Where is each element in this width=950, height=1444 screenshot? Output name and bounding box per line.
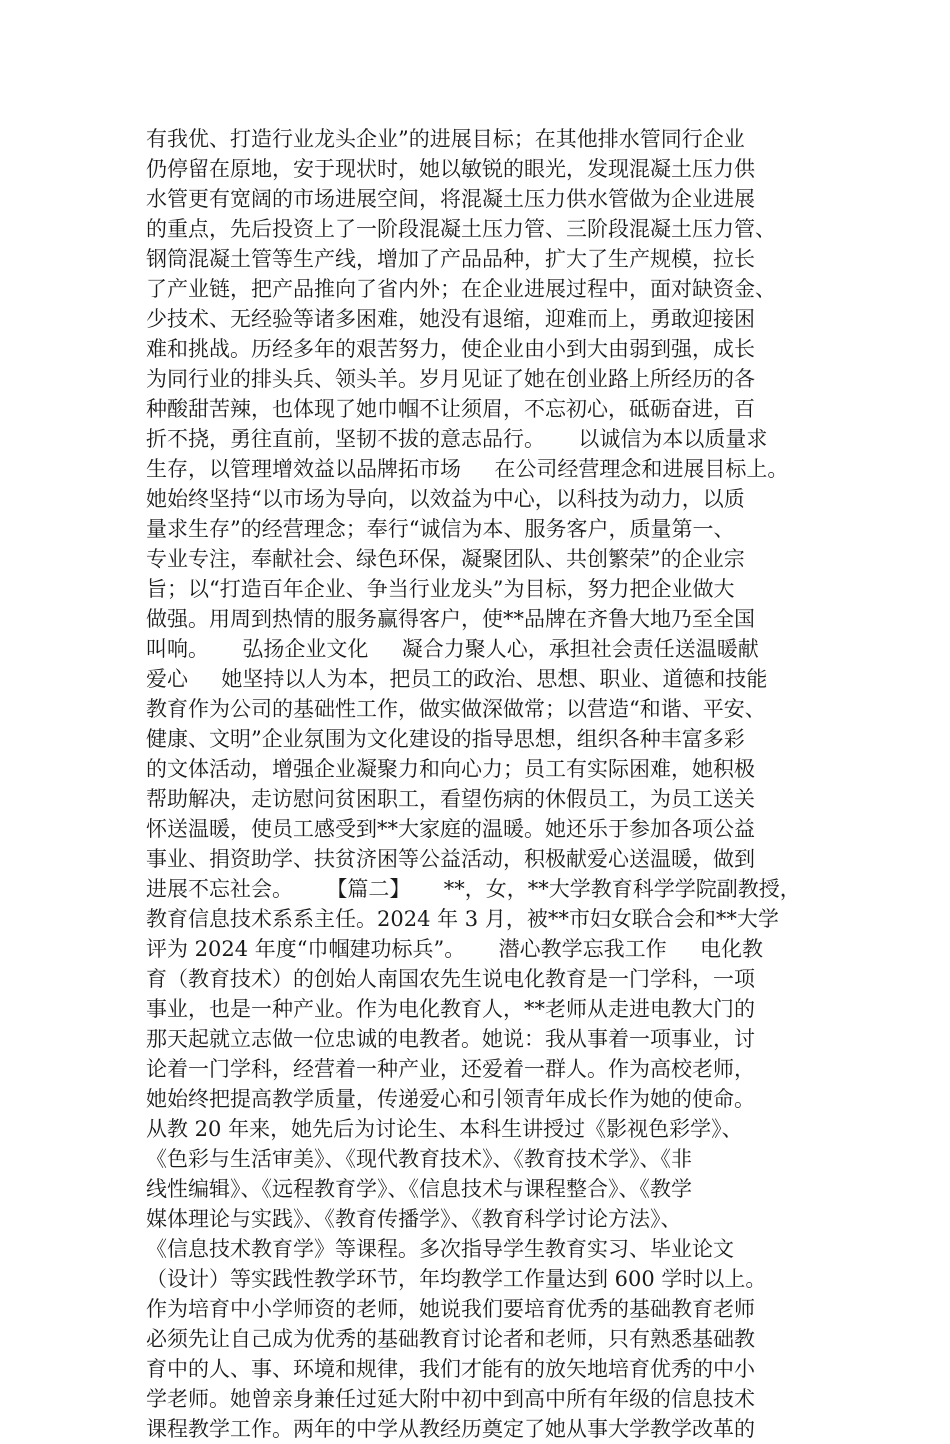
- text-line: 事业、捐资助学、扶贫济困等公益活动，积极献爱心送温暖，做到: [146, 847, 755, 871]
- text-line: 评为 2024 年度“巾帼建功标兵”。 潜心教学忘我工作 电化教: [146, 937, 764, 961]
- text-line: 育中的人、事、环境和规律，我们才能有的放矢地培育优秀的中小: [146, 1357, 755, 1381]
- text-line: 怀送温暖，使员工感受到**大家庭的温暖。她还乐于参加各项公益: [146, 817, 755, 841]
- text-line: 学老师。她曾亲身兼任过延大附中初中到高中所有年级的信息技术: [146, 1387, 755, 1411]
- text-line: 她始终把提高教学质量，传递爱心和引领青年成长作为她的使命。: [146, 1087, 755, 1111]
- text-line: 折不挠，勇往直前，坚韧不拔的意志品行。 以诚信为本以质量求: [146, 427, 768, 451]
- text-line: 那天起就立志做一位忠诚的电教者。她说：我从事着一项事业，讨: [146, 1027, 755, 1051]
- text-line: 媒体理论与实践》、《教育传播学》、《教育科学讨论方法》、: [146, 1207, 682, 1231]
- text-line: 有我优、打造行业龙头企业”的进展目标；在其他排水管同行企业: [146, 127, 745, 151]
- text-line: 的文体活动，增强企业凝聚力和向心力；员工有实际困难，她积极: [146, 757, 755, 781]
- text-line: 线性编辑》、《远程教育学》、《信息技术与课程整合》、《教学: [146, 1177, 692, 1201]
- text-line: 作为培育中小学师资的老师，她说我们要培育优秀的基础教育老师: [146, 1297, 755, 1321]
- text-line: 量求生存”的经营理念；奉行“诚信为本、服务客户，质量第一、: [146, 517, 735, 541]
- text-line: 帮助解决，走访慰问贫困职工，看望伤病的休假员工，为员工送关: [146, 787, 755, 811]
- text-line: 育（教育技术）的创始人南国农先生说电化教育是一门学科，一项: [146, 967, 755, 991]
- text-line: 《色彩与生活审美》、《现代教育技术》、《教育技术学》、《非: [146, 1147, 692, 1171]
- text-line: 必须先让自己成为优秀的基础教育讨论者和老师，只有熟悉基础教: [146, 1327, 755, 1351]
- text-line: 论着一门学科，经营着一种产业，还爱着一群人。作为高校老师，: [146, 1057, 755, 1081]
- text-line: 叫响。 弘扬企业文化 凝合力聚人心，承担社会责任送温暖献: [146, 637, 759, 661]
- body-text: [146, 124, 826, 1444]
- text-line: 教育信息技术系系主任。2024 年 3 月，被**市妇女联合会和**大学: [146, 907, 779, 931]
- text-line: （设计）等实践性教学环节，年均教学工作量达到 600 学时以上。: [146, 1267, 767, 1291]
- text-line: 生存，以管理增效益以品牌拓市场 在公司经营理念和进展目标上。: [146, 457, 789, 481]
- text-line: 旨；以“打造百年企业、争当行业龙头”为目标，努力把企业做大: [146, 577, 735, 601]
- text-line: 爱心 她坚持以人为本，把员工的政治、思想、职业、道德和技能: [146, 667, 768, 691]
- text-line: 进展不忘社会。 【篇二】 **，女，**大学教育科学学院副教授，: [146, 877, 801, 901]
- text-line: 钢筒混凝土管等生产线，增加了产品品种，扩大了生产规模，拉长: [146, 247, 755, 271]
- text-line: 她始终坚持“以市场为导向，以效益为中心，以科技为动力，以质: [146, 487, 745, 511]
- text-line: 了产业链，把产品推向了省内外；在企业进展过程中，面对缺资金、: [146, 277, 776, 301]
- text-line: 难和挑战。历经多年的艰苦努力，使企业由小到大由弱到强，成长: [146, 337, 755, 361]
- text-line: 事业，也是一种产业。作为电化教育人，**老师从走进电教大门的: [146, 997, 755, 1021]
- text-line: 的重点，先后投资上了一阶段混凝土压力管、三阶段混凝土压力管、: [146, 217, 776, 241]
- text-line: 少技术、无经验等诸多困难，她没有退缩，迎难而上，勇敢迎接困: [146, 307, 755, 331]
- text-line: 课程教学工作。两年的中学从教经历奠定了她从事大学教学改革的: [146, 1417, 755, 1441]
- text-line: 从教 20 年来，她先后为讨论生、本科生讲授过《影视色彩学》、: [146, 1117, 743, 1141]
- text-line: 水管更有宽阔的市场进展空间，将混凝土压力供水管做为企业进展: [146, 187, 755, 211]
- text-line: 做强。用周到热情的服务赢得客户，使**品牌在齐鲁大地乃至全国: [146, 607, 755, 631]
- text-line: 仍停留在原地，安于现状时，她以敏锐的眼光，发现混凝土压力供: [146, 157, 755, 181]
- text-line: 健康、文明”企业氛围为文化建设的指导思想，组织各种丰富多彩: [146, 727, 745, 751]
- text-line: 种酸甜苦辣，也体现了她巾帼不让须眉，不忘初心，砥砺奋进，百: [146, 397, 755, 421]
- text-line: 《信息技术教育学》等课程。多次指导学生教育实习、毕业论文: [146, 1237, 734, 1261]
- text-line: 专业专注，奉献社会、绿色环保，凝聚团队、共创繁荣”的企业宗: [146, 547, 745, 571]
- text-line: 为同行业的排头兵、领头羊。岁月见证了她在创业路上所经历的各: [146, 367, 755, 391]
- text-line: 教育作为公司的基础性工作，做实做深做常；以营造“和谐、平安、: [146, 697, 766, 721]
